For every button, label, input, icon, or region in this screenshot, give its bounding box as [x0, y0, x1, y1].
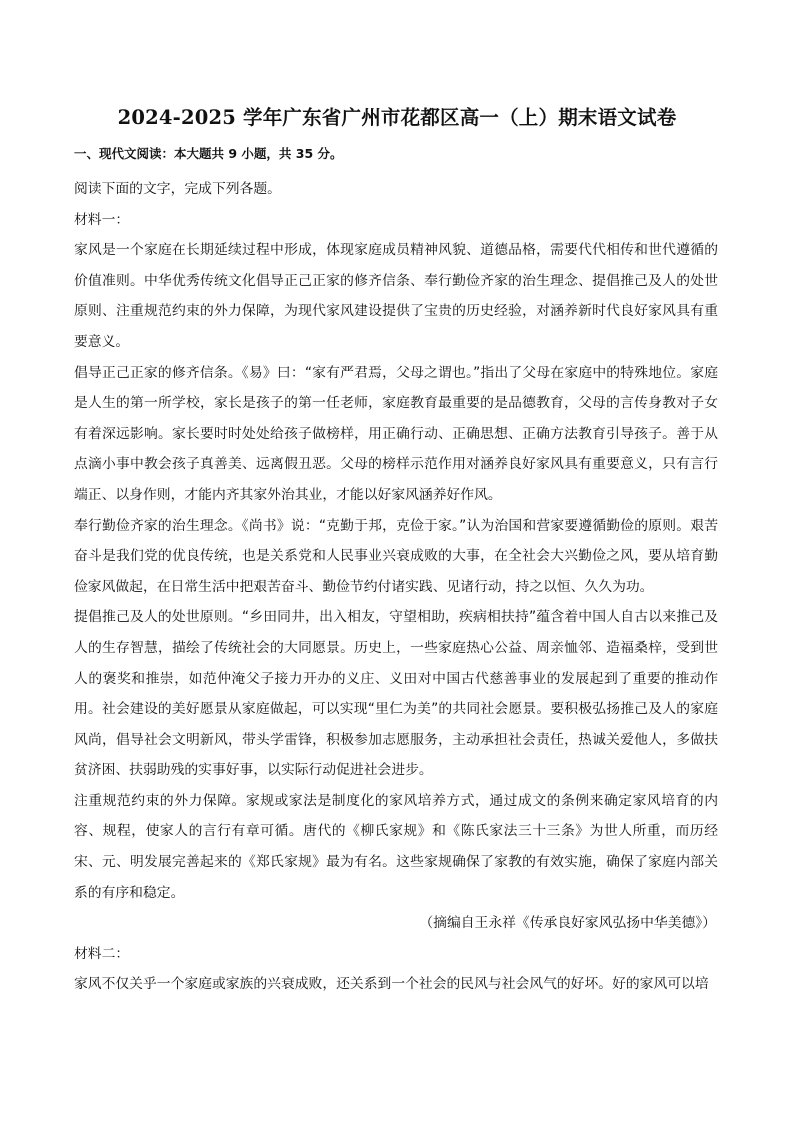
passage-paragraph: 注重规范约束的外力保障。家规或家法是制度化的家风培养方式，通过成文的条例来确定家风培育的内容、规程，使家人的言行有章可循。唐代的《柳氏家规》和《陈氏家法三十三条》为世人所重，而历经宋、元、明发展完善起来的《郑氏家规》最为有名。这些家规确保了家教的有效实施，确保了家庭内部关系的有序和稳定。 — [74, 792, 718, 901]
source-citation: （摘编自王永祥《传承良好家风弘扬中华美德》） — [419, 915, 716, 932]
passage-paragraph: 奉行勤俭齐家的治生理念。《尚书》说：“克勤于邦，克俭于家。”认为治国和营家要遵循勤俭的原则。艰苦奋斗是我们党的优良传统，也是关系党和人民事业兴衰成败的大事，在全社会大兴勤俭之风，要从培育勤俭家风做起，在日常生活中把艰苦奋斗、勤俭节约付诸实践、见诸行动，持之以恒、久久为功。 — [74, 517, 718, 595]
passage-paragraph: 家风不仅关乎一个家庭或家族的兴衰成败，还关系到一个社会的民风与社会风气的好坏。好的家风可以培 — [74, 976, 709, 993]
passage-paragraph: 提倡推己及人的处世原则。“乡田同井，出入相友，守望相助，疾病相扶持”蕴含着中国人自古以来推己及人的生存智慧，描绘了传统社会的大同愿景。历史上，一些家庭热心公益、周亲恤邻、造福桑梓，受到世人的褒奖和推崇，如范仲淹父子接力开办的义庄、义田对中国古代慈善事业的发展起到了重要的推动作用。社会建设的美好愿景从家庭做起，可以实现“里仁为美”的共同社会愿景。要积极弘扬推己及人的家庭风尚，倡导社会文明新风，带头学雷锋，积极参加志愿服务，主动承担社会责任，热诚关爱他人，多做扶贫济困、扶弱助残的实事好事，以实际行动促进社会进步。 — [74, 609, 718, 779]
reading-passage — [74, 174, 718, 1000]
section-heading: 一、现代文阅读：本大题共 9 小题，共 35 分。 — [74, 146, 343, 161]
instruction-text: 阅读下面的文字，完成下列各题。 — [74, 181, 281, 197]
passage-paragraph: 倡导正己正家的修齐信条。《易》曰：“家有严君焉，父母之谓也。”指出了父母在家庭中的特殊地位。家庭是人生的第一所学校，家长是孩子的第一任老师，家庭教育最重要的是品德教育，父母的言传身教对子女有着深远影响。家长要时时处处给孩子做榜样，用正确行动、正确思想、正确方法教育引导孩子。善于从点滴小事中教会孩子真善美、远离假丑恶。父母的榜样示范作用对涵养良好家风具有重要意义，只有言行端正、以身作则，才能内齐其家外治其业，才能以好家风涵养好作风。 — [74, 364, 718, 503]
material-two-label: 材料二： — [74, 945, 130, 962]
material-one-label: 材料一： — [74, 211, 130, 228]
exam-title: 2024-2025 学年广东省广州市花都区高一（上）期末语文试卷 — [117, 106, 677, 129]
passage-paragraph: 家风是一个家庭在长期延续过程中形成，体现家庭成员精神风貌、道德品格，需要代代相传和世代遵循的价值准则。中华优秀传统文化倡导正己正家的修齐信条、奉行勤俭齐家的治生理念、提倡推己及人的处世原则、注重规范约束的外力保障，为现代家风建设提供了宝贵的历史经验，对涵养新时代良好家风具有重要意义。 — [74, 242, 718, 350]
